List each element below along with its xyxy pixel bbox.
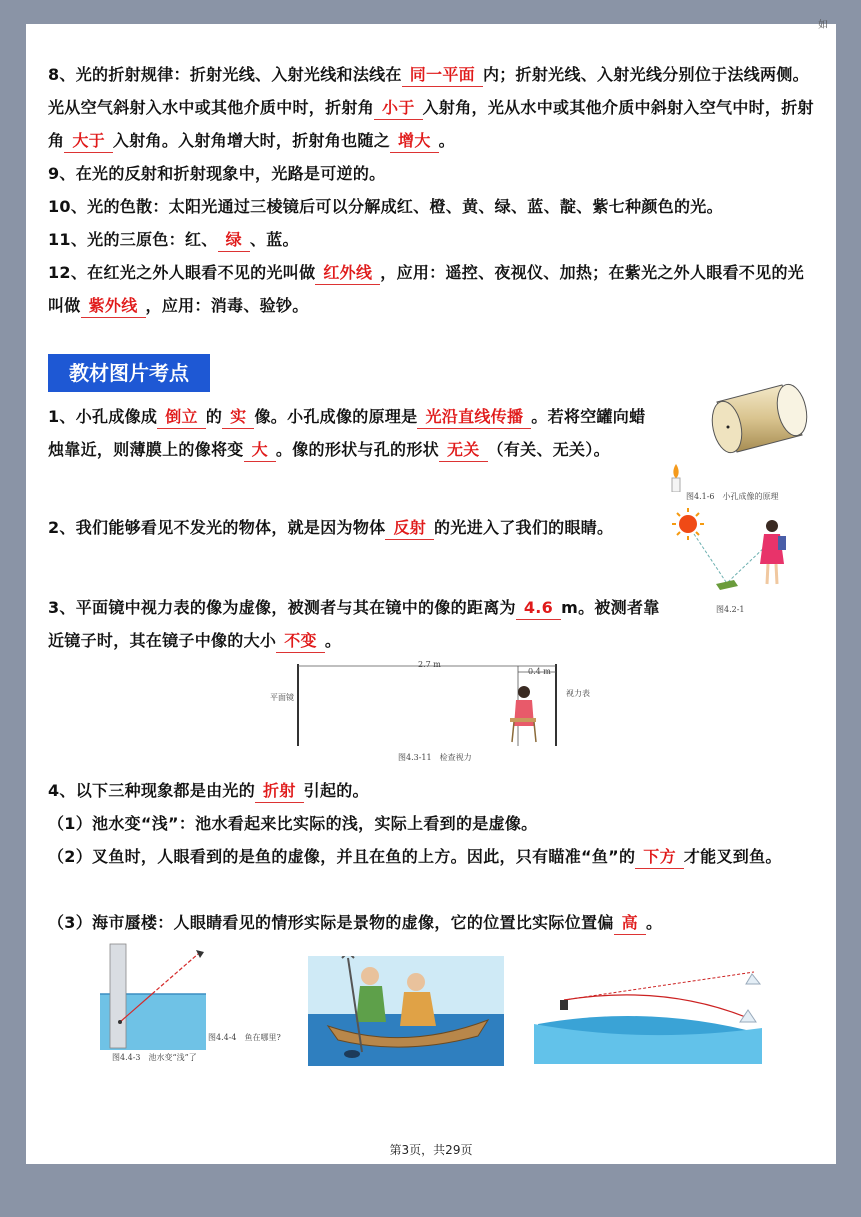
mirage-figure — [534, 964, 766, 1064]
answer-blank: 反射 — [385, 517, 434, 540]
distance-total-label: 2.7 m — [418, 660, 441, 669]
rule-10-paragraph — [48, 190, 818, 223]
paragraph-text: 11、光的三原色：红、 — [48, 230, 218, 249]
pinhole-caption: 图4.1-6 小孔成像的原理 — [686, 492, 779, 501]
fish-icon — [344, 1050, 360, 1058]
paragraph-text: （3）海市蜃楼：人眼睛看见的情形实际是景物的虚像，它的位置比实际位置偏 — [48, 913, 614, 932]
paragraph-text: 入射角。入射角增大时，折射角也随之 — [112, 131, 391, 150]
question-1-paragraph — [48, 400, 658, 466]
paragraph-text: 。若将空罐向蜡烛靠近，则薄膜上的像将变 — [48, 407, 646, 459]
question-4-paragraph — [48, 774, 818, 807]
paragraph-text: 2、我们能够看见不发光的物体，就是因为物体 — [48, 518, 386, 537]
answer-blank: 4.6 — [516, 597, 561, 620]
answer-blank: 红外线 — [315, 262, 380, 285]
paragraph-text: 的光进入了我们的眼睛。 — [434, 518, 614, 537]
paragraph-text: 。 — [324, 631, 342, 650]
answer-blank: 下方 — [635, 846, 684, 869]
distance-small-label: 0.4 m — [528, 667, 551, 676]
paragraph-text: 。像的形状与孔的形状 — [275, 440, 439, 459]
answer-blank: 大于 — [64, 130, 113, 153]
paragraph-text: 4、以下三种现象都是由光的 — [48, 781, 256, 800]
answer-blank: 高 — [614, 912, 646, 935]
fish-caption: 图4.4-4 鱼在哪里? — [208, 1033, 281, 1042]
page-number-footer: 第3页，共29页 — [389, 1143, 473, 1157]
section-title: 教材图片考点 — [48, 354, 210, 392]
paragraph-text: 1、小孔成像成 — [48, 407, 158, 426]
mirror-label: 平面镜 — [270, 693, 294, 702]
answer-blank: 不变 — [276, 630, 325, 653]
paragraph-text: 、蓝。 — [249, 230, 299, 249]
paragraph-text: 入射角，光从水中或其他介质中斜射入空气中时，折射角 — [48, 98, 814, 150]
answer-blank: 紫外线 — [81, 295, 146, 318]
paragraph-text: 。 — [645, 913, 663, 932]
pool-caption: 图4.4-3 池水变“浅”了 — [112, 1053, 197, 1062]
question-3-paragraph — [48, 591, 668, 657]
rule-12-paragraph — [48, 256, 818, 322]
answer-blank: 实 — [222, 406, 254, 429]
paragraph-text: 。 — [438, 131, 455, 150]
paragraph-text: ，应用：遥控、夜视仪、加热；在紫光之外人眼看不见的光叫做 — [48, 263, 805, 315]
reflection-caption: 图4.2-1 — [716, 605, 745, 614]
paragraph-text: 8、光的折射规律：折射光线、入射光线和法线在 — [48, 65, 402, 84]
document-page — [26, 20, 836, 1164]
answer-blank: 大 — [244, 439, 276, 462]
paragraph-text: ，应用：消毒、验钞。 — [145, 296, 309, 315]
sun-icon — [672, 508, 704, 540]
paragraph-text: 3、平面镜中视力表的像为虚像，被测者与其在镜中的像的距离为 — [48, 598, 516, 617]
mirror-caption: 图4.3-11 检查视力 — [398, 753, 472, 762]
question-4-1-paragraph — [48, 807, 818, 840]
answer-blank: 绿 — [218, 229, 250, 252]
paragraph-text: 引起的。 — [303, 781, 369, 800]
paragraph-text: （有关、无关）。 — [487, 440, 610, 459]
eye-chart-label: 视力表 — [566, 689, 590, 698]
answer-blank: 无关 — [439, 439, 488, 462]
answer-blank: 光沿直线传播 — [417, 406, 531, 429]
reflection-figure — [672, 504, 792, 604]
paragraph-text: 内；折射光线、入射光线分别位于法线两侧。光从空气斜射入水中或其他介质中时，折射角 — [48, 65, 809, 117]
pool-figure — [100, 940, 210, 1050]
paragraph-text: 10、光的色散：太阳光通过三棱镜后可以分解成红、橙、黄、绿、蓝、靛、紫七种颜色的光。 — [48, 197, 723, 216]
paragraph-text: 12、在红光之外人眼看不见的光叫做 — [48, 263, 316, 282]
question-4-3-paragraph — [48, 906, 818, 939]
rule-11-paragraph — [48, 223, 818, 256]
answer-blank: 同一平面 — [402, 64, 483, 87]
paragraph-text: 才能叉到鱼。 — [683, 847, 782, 866]
pinhole-can-figure — [662, 380, 812, 492]
paragraph-text: 的 — [205, 407, 223, 426]
corner-mark: 如 — [818, 20, 828, 31]
paragraph-text: （1）池水变“浅”：池水看起来比实际的浅，实际上看到的是虚像。 — [48, 814, 538, 833]
answer-blank: 小于 — [374, 97, 423, 120]
spear-fishing-figure — [308, 956, 504, 1066]
answer-blank: 折射 — [255, 780, 304, 803]
answer-blank: 倒立 — [157, 406, 206, 429]
paragraph-text: （2）叉鱼时，人眼看到的是鱼的虚像，并且在鱼的上方。因此，只有瞄准“鱼”的 — [48, 847, 636, 866]
question-4-2-paragraph — [48, 840, 818, 873]
answer-blank: 增大 — [390, 130, 439, 153]
rule-8-paragraph — [48, 58, 818, 157]
paragraph-text: 像。小孔成像的原理是 — [254, 407, 418, 426]
rule-9-paragraph — [48, 157, 818, 190]
paragraph-text: 9、在光的反射和折射现象中，光路是可逆的。 — [48, 164, 386, 183]
question-2-paragraph — [48, 511, 668, 544]
paragraph-text: m。被测者靠近镜子时，其在镜子中像的大小 — [48, 598, 660, 650]
